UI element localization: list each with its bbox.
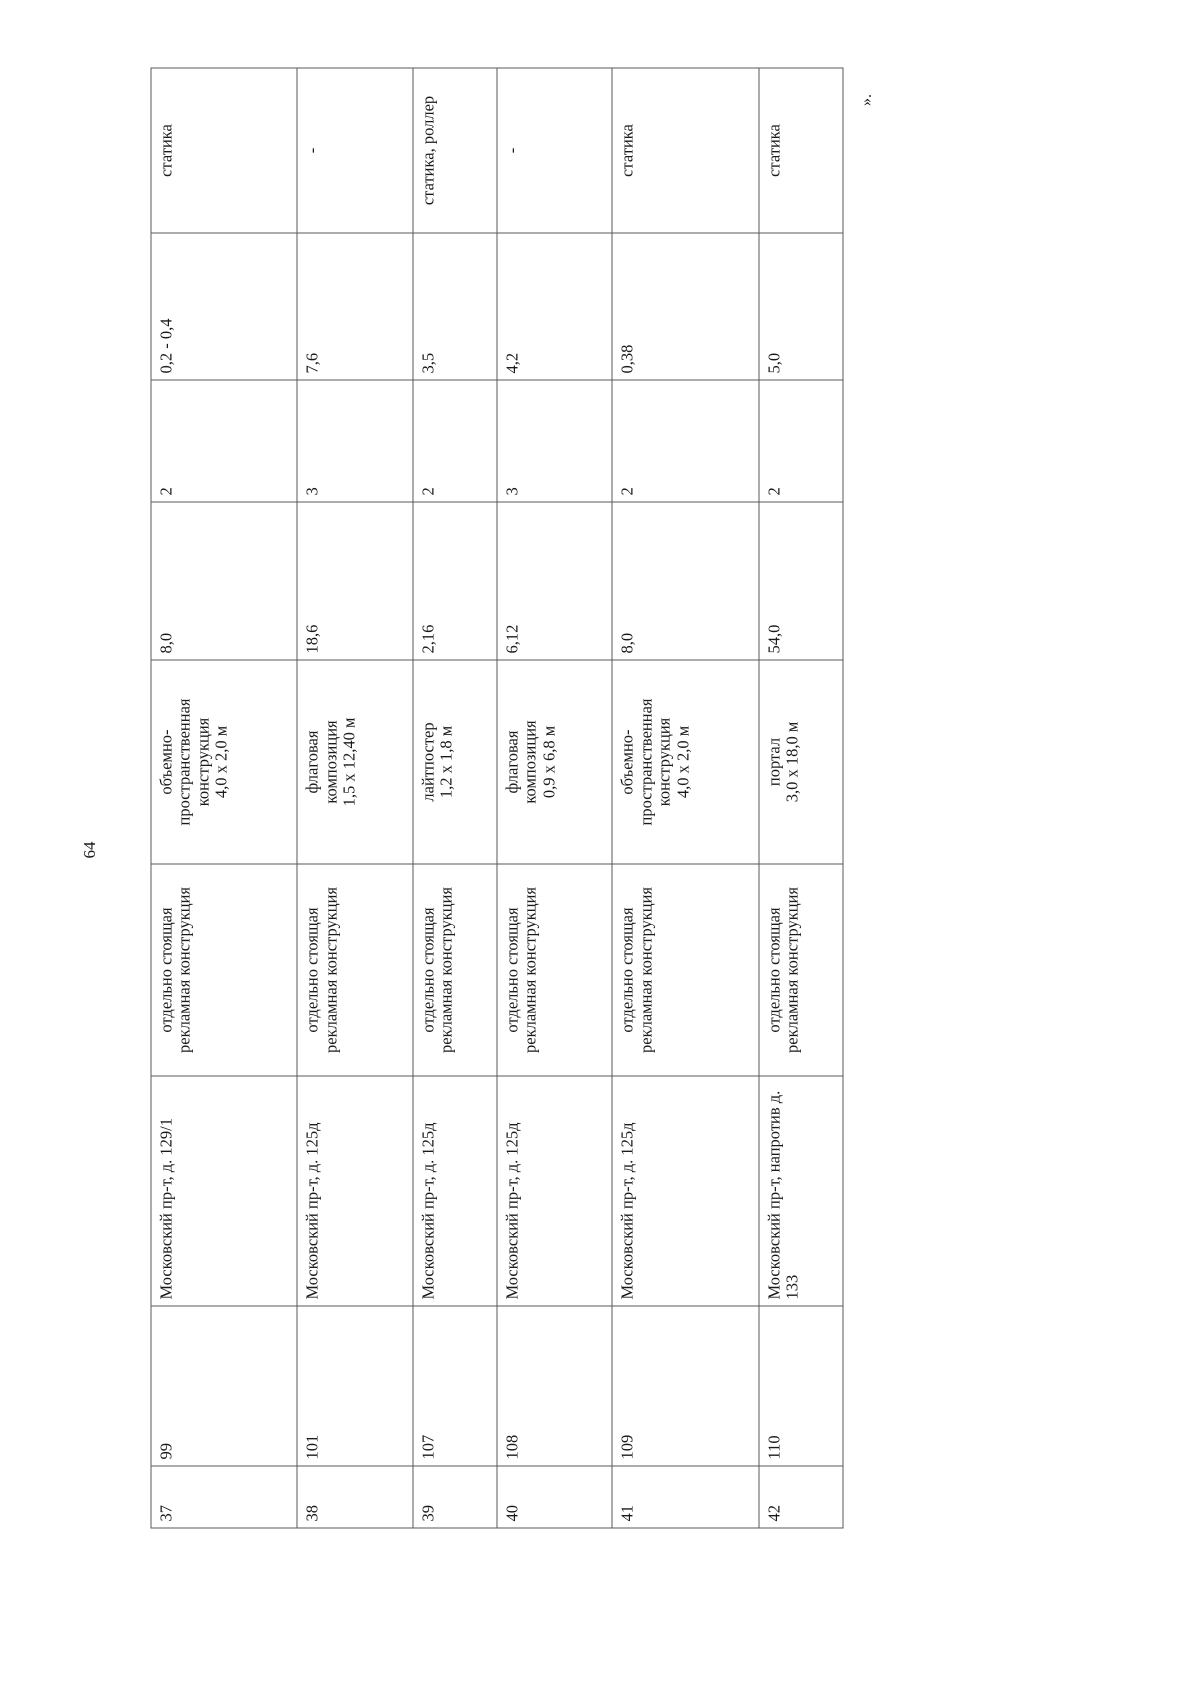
display-type-cell: статика	[151, 68, 297, 233]
format-line: композиция	[520, 719, 540, 804]
area-cell: 8,0	[151, 502, 297, 660]
display-type-cell: -	[297, 68, 412, 233]
format-line: конструкция	[654, 717, 674, 806]
format-cell	[758, 660, 842, 864]
structure-type-cell: отдельно стоящая рекламная конструкция	[496, 864, 611, 1076]
table-row	[297, 68, 412, 1528]
register-table-container	[150, 68, 843, 1528]
format-line: флаговая	[501, 730, 521, 793]
format-line: конструкция	[192, 717, 212, 806]
address-cell: Московский пр-т, д. 125д	[412, 1076, 496, 1306]
address-cell: Московский пр-т, д. 125д	[612, 1076, 758, 1306]
row-number-cell: 41	[612, 1466, 758, 1528]
format-line: пространственная	[635, 698, 655, 826]
table-row	[758, 68, 842, 1528]
address-cell: Московский пр-т, д. 125д	[496, 1076, 611, 1306]
area-cell: 6,12	[496, 502, 611, 660]
sides-cell: 2	[151, 380, 297, 502]
area-cell: 2,16	[412, 502, 496, 660]
advertising-structures-table	[150, 67, 843, 1528]
address-cell: Московский пр-т, напротив д. 133	[758, 1076, 842, 1306]
format-line: пространственная	[174, 698, 194, 826]
area-cell: 54,0	[758, 502, 842, 660]
address-cell: Московский пр-т, д. 129/1	[151, 1076, 297, 1306]
table-row	[612, 68, 758, 1528]
format-line: 4,0 х 2,0 м	[211, 725, 231, 798]
area-cell: 18,6	[297, 502, 412, 660]
structure-type-cell: отдельно стоящая рекламная конструкция	[758, 864, 842, 1076]
row-number-cell: 40	[496, 1466, 611, 1528]
format-line: объемно-	[617, 728, 637, 795]
table-row	[496, 68, 611, 1528]
distance-cell: 7,6	[297, 233, 412, 380]
row-number-cell: 42	[758, 1466, 842, 1528]
structure-type-cell: отдельно стоящая рекламная конструкция	[412, 864, 496, 1076]
table-row	[412, 68, 496, 1528]
structure-id-cell: 107	[412, 1306, 496, 1466]
area-cell: 8,0	[612, 502, 758, 660]
structure-id-cell: 101	[297, 1306, 412, 1466]
format-cell	[297, 660, 412, 864]
format-line: 0,9 х 6,8 м	[538, 725, 558, 798]
address-cell: Московский пр-т, д. 125д	[297, 1076, 412, 1306]
structure-id-cell: 109	[612, 1306, 758, 1466]
distance-cell: 0,2 - 0,4	[151, 233, 297, 380]
sides-cell: 2	[612, 380, 758, 502]
structure-id-cell: 110	[758, 1306, 842, 1466]
structure-type-cell: отдельно стоящая рекламная конструкция	[612, 864, 758, 1076]
display-type-cell: статика	[612, 68, 758, 233]
distance-cell: 5,0	[758, 233, 842, 380]
sides-cell: 3	[297, 380, 412, 502]
sides-cell: 2	[758, 380, 842, 502]
format-line: 3,0 х 18,0 м	[782, 721, 802, 802]
format-line: 4,0 х 2,0 м	[672, 725, 692, 798]
distance-cell: 3,5	[412, 233, 496, 380]
structure-type-cell: отдельно стоящая рекламная конструкция	[151, 864, 297, 1076]
format-line: композиция	[320, 719, 340, 804]
structure-type-cell: отдельно стоящая рекламная конструкция	[297, 864, 412, 1076]
closing-quote-mark: ».	[858, 94, 875, 106]
sides-cell: 2	[412, 380, 496, 502]
sides-cell: 3	[496, 380, 611, 502]
distance-cell: 4,2	[496, 233, 611, 380]
format-line: 1,2 х 1,8 м	[436, 725, 456, 798]
format-line: объемно-	[156, 728, 175, 795]
display-type-cell: статика, роллер	[412, 68, 496, 233]
page-number: 64	[80, 841, 99, 859]
table-body	[151, 68, 843, 1528]
table-row	[151, 68, 297, 1528]
format-line: 1,5 х 12,40 м	[339, 717, 359, 806]
structure-id-cell: 99	[151, 1306, 297, 1466]
format-line: лайтпостер	[417, 721, 437, 802]
format-line: портал	[763, 737, 783, 786]
row-number-cell: 39	[412, 1466, 496, 1528]
structure-id-cell: 108	[496, 1306, 611, 1466]
row-number-cell: 37	[151, 1466, 297, 1528]
distance-cell: 0,38	[612, 233, 758, 380]
format-cell	[412, 660, 496, 864]
format-line: флаговая	[302, 730, 322, 793]
display-type-cell: статика	[758, 68, 842, 233]
format-cell	[151, 660, 297, 864]
format-cell	[496, 660, 611, 864]
format-cell	[612, 660, 758, 864]
display-type-cell: -	[496, 68, 611, 233]
row-number-cell: 38	[297, 1466, 412, 1528]
